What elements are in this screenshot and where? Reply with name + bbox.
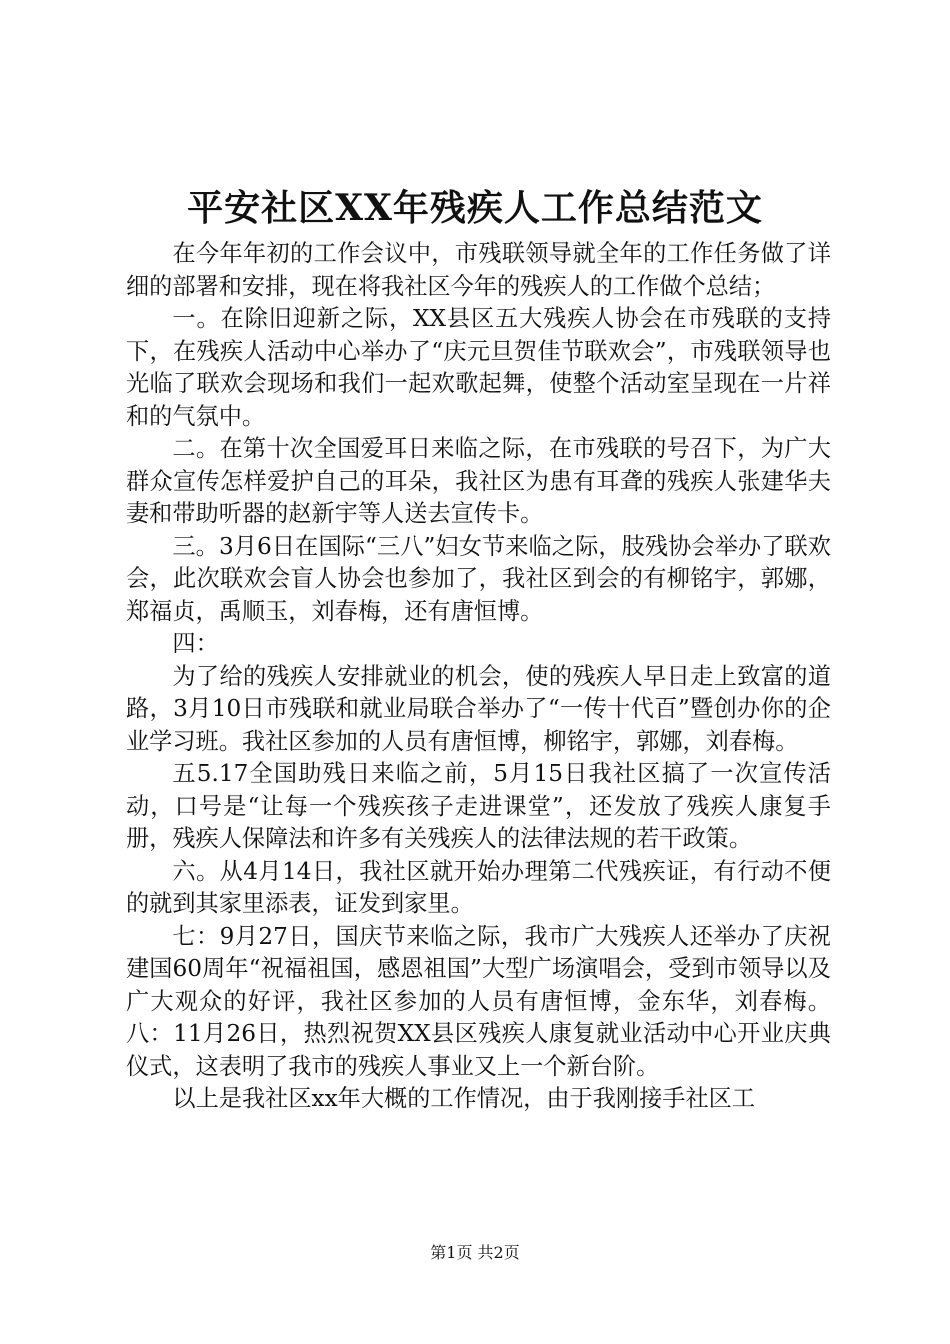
document-body <box>126 238 831 1116</box>
paragraph: 以上是我社区xx年大概的工作情况，由于我刚接手社区工 <box>172 1085 756 1112</box>
paragraph: 一。在除旧迎新之际，XX县区五大残疾人协会在市残联的支持下，在残疾人活动中心举办了“庆元旦贺佳节联欢会”，市残联领导也光临了联欢会现场和我们一起欢歌起舞，使整个活动室呈现在一片祥和的气氛中。 <box>126 305 831 430</box>
paragraph: 在今年年初的工作会议中，市残联领导就全年的工作任务做了详细的部署和安排，现在将我社区今年的残疾人的工作做个总结； <box>126 240 831 300</box>
paragraph: 三。3月6日在国际“三八”妇女节来临之际，肢残协会举办了联欢会，此次联欢会盲人协会也参加了，我社区到会的有柳铭宇，郭娜，郑福贞，禹顺玉，刘春梅，还有唐恒博。 <box>126 532 831 625</box>
paragraph: 六。从4月14日，我社区就开始办理第二代残疾证，有行动不便的就到其家里添表，证发到家里。 <box>126 857 831 917</box>
document-title: 平安社区XX年残疾人工作总结范文 <box>187 187 763 229</box>
paragraph: 七：9月27日，国庆节来临之际，我市广大残疾人还举办了庆祝建国60周年“祝福祖国，感恩祖国”大型广场演唱会，受到市领导以及广大观众的好评，我社区参加的人员有唐恒博，金东华，刘春梅。八：11月26日，热烈祝贺XX县区残疾人康复就业活动中心开业庆典仪式，这表明了我市的残疾人事业又上一个新台阶。 <box>126 922 831 1080</box>
paragraph: 五5.17全国助残日来临之前，5月15日我社区搞了一次宣传活动，口号是“让每一个残疾孩子走进课堂”，还发放了残疾人康复手册，残疾人保障法和许多有关残疾人的法律法规的若干政策。 <box>126 760 831 852</box>
paragraph: 四： <box>172 630 219 657</box>
paragraph: 二。在第十次全国爱耳日来临之际，在市残联的号召下，为广大群众宣传怎样爱护自己的耳朵，我社区为患有耳聋的残疾人张建华夫妻和带助听器的赵新宇等人送去宣传卡。 <box>126 435 831 527</box>
page-footer: 第1页 共2页 <box>430 1243 520 1262</box>
paragraph: 为了给的残疾人安排就业的机会，使的残疾人早日走上致富的道路，3月10日市残联和就业局联合举办了“一传十代百”暨创办你的企业学习班。我社区参加的人员有唐恒博，柳铭宇，郭娜，刘春梅。 <box>126 662 831 755</box>
